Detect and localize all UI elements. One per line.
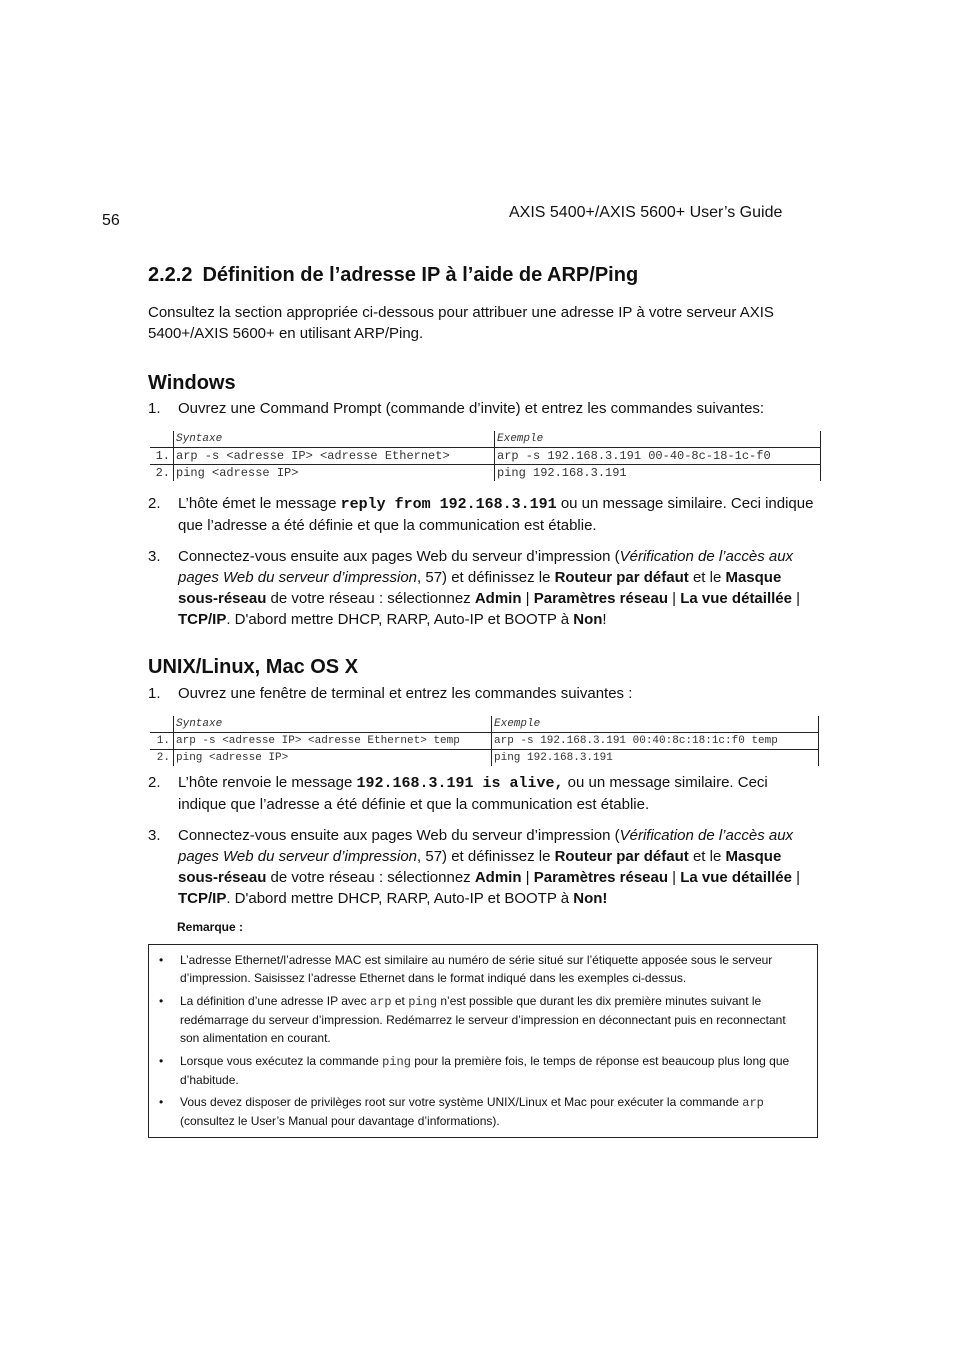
alive-message-code: 192.168.3.191 is alive, (356, 775, 564, 792)
remark-label: Remarque : (177, 920, 244, 934)
column-syntax: Syntaxe (174, 716, 492, 733)
reply-message-code: reply from 192.168.3.191 (340, 496, 557, 513)
page-number: 56 (102, 212, 120, 229)
unix-command-table (150, 716, 819, 766)
column-example: Exemple (495, 431, 821, 448)
cross-reference-link[interactable]: Vérification de l’accès aux pages Web du serveur d’impression (178, 548, 794, 586)
remark-box (148, 944, 818, 1138)
remark-note: • Lorsque vous exécutez la commande ping pour la première fois, le temps de réponse est beaucoup plus long que d’habitude. (159, 1054, 790, 1087)
cross-reference-link[interactable]: Vérification de l’accès aux pages Web du serveur d’impression (178, 827, 794, 865)
bullet-icon: • (159, 1054, 164, 1068)
windows-step-2: 2. L’hôte émet le message reply from 192.168.3.191 ou un message similaire. Ceci indique que l’adresse a été définie et que la communication est établie. (148, 495, 814, 534)
table-row: 2. ping <adresse IP> ping 192.168.3.191 (150, 750, 819, 767)
table-row: 1. arp -s <adresse IP> <adresse Ethernet> arp -s 192.168.3.191 00-40-8c-18-1c-f0 (150, 448, 821, 465)
bullet-icon: • (159, 994, 164, 1008)
remark-note: • La définition d’une adresse IP avec arp et ping n’est possible que durant les dix première minutes suivant le redémarrage du serveur d’impression. Redémarrez le serveur d’impression en déconnectant puis en reconnectant son alimentation en courant. (159, 994, 786, 1045)
windows-heading: Windows (148, 372, 236, 394)
table-row: 2. ping <adresse IP> ping 192.168.3.191 (150, 465, 821, 482)
remark-note: • Vous devez disposer de privilèges root sur votre système UNIX/Linux et Mac pour exécuter la commande arp (consultez le User’s Manual pour davantage d’informations). (159, 1095, 764, 1128)
column-example: Exemple (492, 716, 819, 733)
section-number: 2.2.2 (148, 264, 193, 286)
section-heading (148, 264, 638, 287)
bullet-icon: • (159, 953, 164, 967)
unix-step-2: 2. L’hôte renvoie le message 192.168.3.191 is alive, ou un message similaire. Ceci indique que l’adresse a été définie et que la communication est établie. (148, 774, 768, 813)
section-intro: Consultez la section appropriée ci-dessous pour attribuer une adresse IP à votre serveur AXIS 5400+/AXIS 5600+ en utilisant ARP/Ping. (148, 304, 774, 342)
running-title: AXIS 5400+/AXIS 5600+ User’s Guide (509, 204, 783, 221)
section-title: Définition de l’adresse IP à l’aide de ARP/Ping (202, 264, 639, 286)
table-header-row (150, 716, 819, 733)
table-header-row (150, 431, 821, 448)
unix-heading: UNIX/Linux, Mac OS X (148, 656, 359, 678)
column-syntax: Syntaxe (174, 431, 495, 448)
windows-command-table (150, 431, 821, 481)
unix-step-3: 3. Connectez-vous ensuite aux pages Web du serveur d’impression (Vérification de l’accès aux pages Web du serveur d’impression, 57) et définissez le Routeur par défaut et le Masque sous-réseau de votre réseau : sélectionnez Admin | Paramètres réseau | La vue détaillée | TCP/IP. D'abord mettre DHCP, RARP, Auto-IP et BOOTP à Non! (148, 827, 801, 907)
windows-step-3: 3. Connectez-vous ensuite aux pages Web du serveur d’impression (Vérification de l’accès aux pages Web du serveur d’impression, 57) et définissez le Routeur par défaut et le Masque sous-réseau de votre réseau : sélectionnez Admin | Paramètres réseau | La vue détaillée | TCP/IP. D'abord mettre DHCP, RARP, Auto-IP et BOOTP à Non! (148, 548, 801, 628)
bullet-icon: • (159, 1095, 164, 1109)
remark-note: • L’adresse Ethernet/l’adresse MAC est similaire au numéro de série situé sur l’étiquette apposée sous le serveur d’impression. Saisissez l’adresse Ethernet dans le format indiqué dans les exemples ci-dessus. (159, 953, 773, 985)
table-row: 1. arp -s <adresse IP> <adresse Ethernet> temp arp -s 192.168.3.191 00:40:8c:18:1c:f0 temp (150, 733, 819, 750)
